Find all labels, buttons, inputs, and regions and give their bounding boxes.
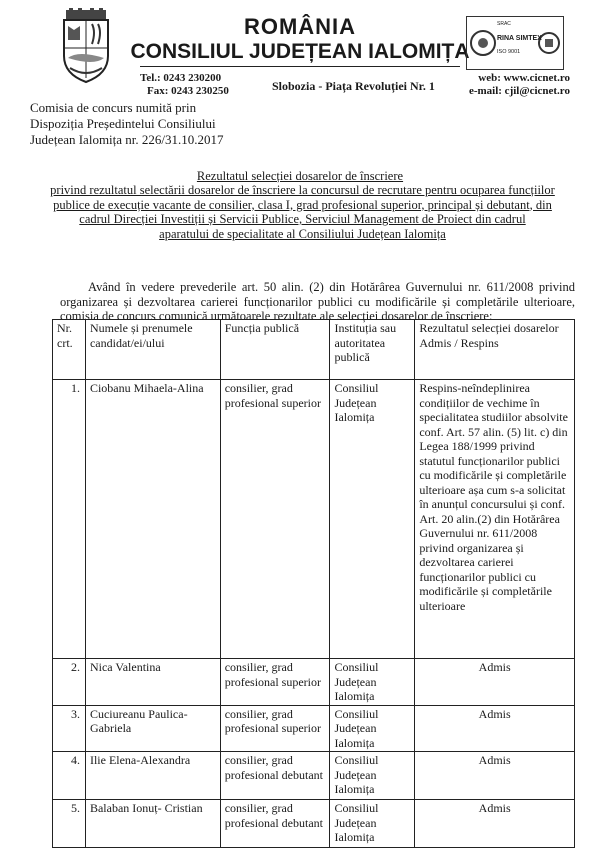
contact-address: Slobozia - Piața Revoluției Nr. 1: [272, 79, 435, 93]
row-name: Ciobanu Mihaela-Alina: [85, 380, 220, 659]
row-nr: 1.: [53, 380, 86, 659]
document-heading: Rezultatul selecției dosarelor de înscriere: [196, 169, 404, 183]
cert-label-rina: RINA SIMTEX: [497, 35, 542, 42]
table-row: [53, 752, 575, 800]
header-result: Rezultatul selecției dosarelor Admis / Respins: [415, 320, 575, 380]
header-name: Numele și prenumele candidat/ei/ului: [85, 320, 220, 380]
contact-tel: Tel.: 0243 230200: [140, 72, 222, 84]
subheading-line: publice de execuție vacante de consilier, clasa I, grad profesional superior, principal și debutant, din: [53, 197, 552, 212]
subheading-line: privind rezultatul selectării dosarelor de înscriere la concursul de recrutare pentru ocuparea funcțiilor: [50, 183, 555, 197]
intro-paragraph: [60, 280, 575, 324]
row-result: Admis: [415, 752, 575, 800]
row-institution: Consiliul Județean Ialomița: [330, 380, 415, 659]
row-name: Nica Valentina: [85, 659, 220, 706]
table-row: [53, 659, 575, 706]
intro-text: Având în vedere prevederile art. 50 alin. (2) din Hotărârea Guvernului nr. 611/2008 privind organizarea și dezvoltarea carierei funcționarilor publici cu modificările și completările ulterioare, comisia de concurs comunică următoarele rezultate ale selecției dosarelor de înscriere:: [60, 280, 575, 323]
table-row: [53, 800, 575, 848]
contact-fax: Fax: 0243 230250: [147, 85, 229, 97]
row-name: Ilie Elena-Alexandra: [85, 752, 220, 800]
row-institution: Consiliul Județean Ialomița: [330, 752, 415, 800]
row-institution: Consiliul Județean Ialomița: [330, 659, 415, 706]
table-row: [53, 705, 575, 752]
row-nr: 2.: [53, 659, 86, 706]
committee-line: Comisia de concurs numită prin: [30, 100, 197, 115]
header-institution: Instituția sau autoritatea publică: [330, 320, 415, 380]
row-institution: Consiliul Județean Ialomița: [330, 800, 415, 848]
row-name: Cuciureanu Paulica-Gabriela: [85, 705, 220, 752]
subheading-line: cadrul Direcției Investiții și Servicii Publice, Serviciul Management de Proiect din cadrul: [79, 212, 526, 226]
row-result: Admis: [415, 659, 575, 706]
council-title: CONSILIUL JUDEȚEAN IALOMIȚA: [130, 40, 470, 63]
row-institution: Consiliul Județean Ialomița: [330, 705, 415, 752]
row-nr: 3.: [53, 705, 86, 752]
row-result: Respins-neîndeplinirea condițiilor de vechime în specialitatea studiilor absolvite conf. Art. 57 alin. (5) lit. c) din Legea 188/1999 privind statutul funcționarilor publici cu modificările și completările ulterioare așa cum s-a solicitat în anunțul concursului și conf. Art. 20 alin.(2) din Hotărârea Guvernului nr. 611/2008 privind organizarea și dezvoltarea carierei funcționarilor publici cu modificările și completările ulterioare: [415, 380, 575, 659]
row-result: Admis: [415, 800, 575, 848]
committee-line: Județean Ialomița nr. 226/31.10.2017: [30, 132, 224, 147]
header-function: Funcția publică: [220, 320, 330, 380]
row-nr: 5.: [53, 800, 86, 848]
country-title: ROMÂNIA: [243, 14, 357, 39]
cert-label-srac: SRAC: [497, 21, 511, 27]
document-subheading: [30, 183, 575, 241]
certification-logo: [466, 16, 564, 70]
row-function: consilier, grad profesional superior: [220, 380, 330, 659]
row-nr: 4.: [53, 752, 86, 800]
header-divider: [140, 66, 460, 67]
cert-label-iso: ISO 9001: [497, 49, 521, 55]
contact-web: web: www.cicnet.ro: [478, 72, 570, 84]
table-header-row: [53, 320, 575, 380]
table-row: [53, 380, 575, 659]
row-function: consilier, grad profesional debutant: [220, 752, 330, 800]
committee-line: Dispoziția Președintelui Consiliului: [30, 116, 216, 131]
header-nr: Nr. crt.: [53, 320, 86, 380]
row-function: consilier, grad profesional superior: [220, 659, 330, 706]
subheading-line: aparatului de specialitate al Consiliului Județean Ialomița: [159, 226, 446, 241]
row-name: Balaban Ionuț- Cristian: [85, 800, 220, 848]
results-table: [52, 319, 575, 848]
row-result: Admis: [415, 705, 575, 752]
row-function: consilier, grad profesional debutant: [220, 800, 330, 848]
contact-email: e-mail: cjil@cicnet.ro: [468, 85, 570, 97]
row-function: consilier, grad profesional superior: [220, 705, 330, 752]
